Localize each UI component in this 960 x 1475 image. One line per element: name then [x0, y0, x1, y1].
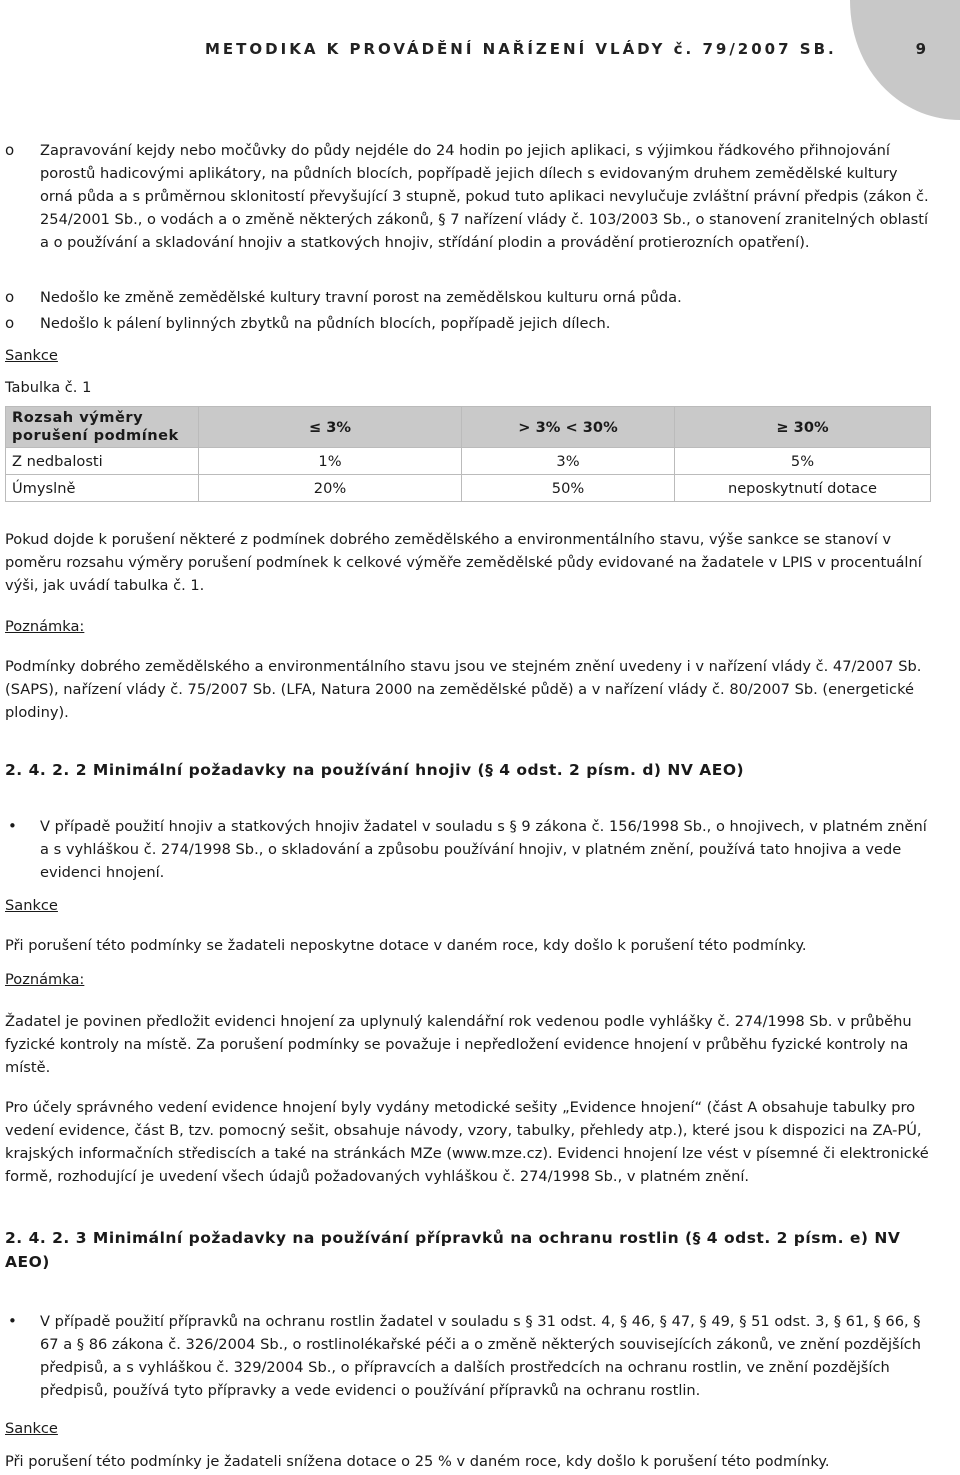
- list-item: V případě použití přípravků na ochranu rostlin žadatel v souladu s § 31 odst. 4, § 46, § 47, § 49, § 51 odst. 3, § 61, § 66, § 67 a § 86 zákona č. 326/2004 Sb., o rostlinolékařské péči a o změně některých souvisejících zákonů, ve znění pozdějších předpisů, a s vyhláškou č. 329/2004 Sb., o přípravcích a dalších prostředcích na ochranu rostlin, ve znění pozdějších předpisů, používá tyto přípravky a vede evidenci o používání přípravků na ochranu rostlin.: [40, 1313, 921, 1399]
- paragraph-sankce: Při porušení této podmínky je žadateli snížena dotace o 25 % v daném roce, kdy došlo k porušení této podmínky.: [5, 1453, 830, 1470]
- poznamka-label: Poznámka:: [5, 971, 85, 988]
- table-caption: Tabulka č. 1: [5, 379, 92, 396]
- table-cell: 20%: [199, 475, 462, 502]
- paragraph-sankce: Při porušení této podmínky se žadateli neposkytne dotace v daném roce, kdy došlo k porušení této podmínky.: [5, 937, 807, 954]
- paragraph-poznamka: Žadatel je povinen předložit evidenci hnojení za uplynulý kalendářní rok vedenou podle vyhlášky č. 274/1998 Sb. v průběhu fyzické kontroly na místě. Za porušení podmínky se považuje i nepředložení evidence hnojení v průběhu fyzické kontroly na místě.: [5, 1013, 912, 1076]
- table-row: [6, 448, 931, 475]
- table-cell: Úmyslně: [6, 475, 199, 502]
- table-header-cell: ≥ 30%: [675, 407, 931, 448]
- paragraph-poznamka: Podmínky dobrého zemědělského a environmentálního stavu jsou ve stejném znění uvedeny i v nařízení vlády č. 47/2007 Sb. (SAPS), nařízení vlády č. 75/2007 Sb. (LFA, Natura 2000 na zemědělské půdě) a v nařízení vlády č. 80/2007 Sb. (energetické plodiny).: [5, 658, 922, 721]
- table-cell: neposkytnutí dotace: [675, 475, 931, 502]
- table-cell: 5%: [675, 448, 931, 475]
- list-item: Nedošlo ke změně zemědělské kultury travní porost na zemědělskou kulturu orná půda.: [40, 289, 682, 306]
- table-header-cell: Rozsah výměry porušení podmínek: [6, 407, 199, 448]
- bullet-marker: o: [5, 288, 15, 306]
- list-item: V případě použití hnojiv a statkových hnojiv žadatel v souladu s § 9 zákona č. 156/1998 Sb., o hnojivech, v platném znění a s vyhláškou č. 274/1998 Sb., o skladování a způsobu používání hnojiv, v platném znění, používá tato hnojiva a vede evidenci hnojení.: [40, 818, 927, 881]
- section-heading: 2. 4. 2. 2 Minimální požadavky na používání hnojiv (§ 4 odst. 2 písm. d) NV AEO): [5, 761, 745, 779]
- list-item: Zapravování kejdy nebo močůvky do půdy nejdéle do 24 hodin po jejich aplikaci, s výjimkou řádkového přihnojování porostů hadicovými aplikátory, na půdních blocích, popřípadě jejich dílech s evidovaným druhem zemědělské kultury orná půda a s průměrnou sklonitostí převyšující 3 stupně, pokud tuto aplikaci nevylučuje zvláštní právní předpis (zákon č. 254/2001 Sb., o vodách a o změně některých zákonů, § 7 nařízení vlády č. 103/2003 Sb., o stanovení zranitelných oblastí a o používání a skladování hnojiv a statkových hnojiv, střídání plodin a provádění protierozních opatření).: [40, 142, 929, 251]
- bullet-marker: •: [8, 1312, 17, 1330]
- paragraph-sankce: Pokud dojde k porušení některé z podmínek dobrého zemědělského a environmentálního stavu, výše sankce se stanoví v poměru rozsahu výměry porušení podmínek k celkové výměře zemědělské půdy evidované na žadatele v LPIS v procentuální výši, jak uvádí tabulka č. 1.: [5, 531, 922, 594]
- bullet-marker: •: [8, 817, 17, 835]
- table-cell: Z nedbalosti: [6, 448, 199, 475]
- table-row: [6, 475, 931, 502]
- paragraph-poznamka: Pro účely správného vedení evidence hnojení byly vydány metodické sešity „Evidence hnojení“ (část A obsahuje tabulky pro vedení evidence, část B, tzv. pomocný sešit, obsahuje návody, vzory, tabulky, přehledy atp.), které jsou k dispozici na ZA-PÚ, krajských informačních střediscích a také na stránkách MZe (www.mze.cz). Evidenci hnojení lze vést v písemné či elektronické formě, rozhodující je uvedení všech údajů požadovaných vyhláškou č. 274/1998 Sb., v platném znění.: [5, 1099, 929, 1185]
- table-cell: 1%: [199, 448, 462, 475]
- page-corner-decoration: [850, 0, 960, 120]
- table-cell: 3%: [462, 448, 675, 475]
- bullet-marker: o: [5, 141, 15, 159]
- table-header-cell: > 3% < 30%: [462, 407, 675, 448]
- bullet-marker: o: [5, 314, 15, 332]
- list-item: Nedošlo k pálení bylinných zbytků na půdních blocích, popřípadě jejich dílech.: [40, 315, 611, 332]
- sankce-label: Sankce: [5, 1420, 58, 1437]
- sanction-table: [5, 406, 931, 502]
- page-header-title: METODIKA K PROVÁDĚNÍ NAŘÍZENÍ VLÁDY č. 79/2007 SB.: [205, 40, 837, 58]
- page-number: 9: [915, 40, 926, 58]
- table-header-row: [6, 407, 931, 448]
- table-header-cell: ≤ 3%: [199, 407, 462, 448]
- sankce-label: Sankce: [5, 347, 58, 364]
- sankce-label: Sankce: [5, 897, 58, 914]
- section-heading: 2. 4. 2. 3 Minimální požadavky na používání přípravků na ochranu rostlin (§ 4 odst. 2 písm. e) NV AEO): [5, 1229, 901, 1271]
- poznamka-label: Poznámka:: [5, 618, 85, 635]
- table-cell: 50%: [462, 475, 675, 502]
